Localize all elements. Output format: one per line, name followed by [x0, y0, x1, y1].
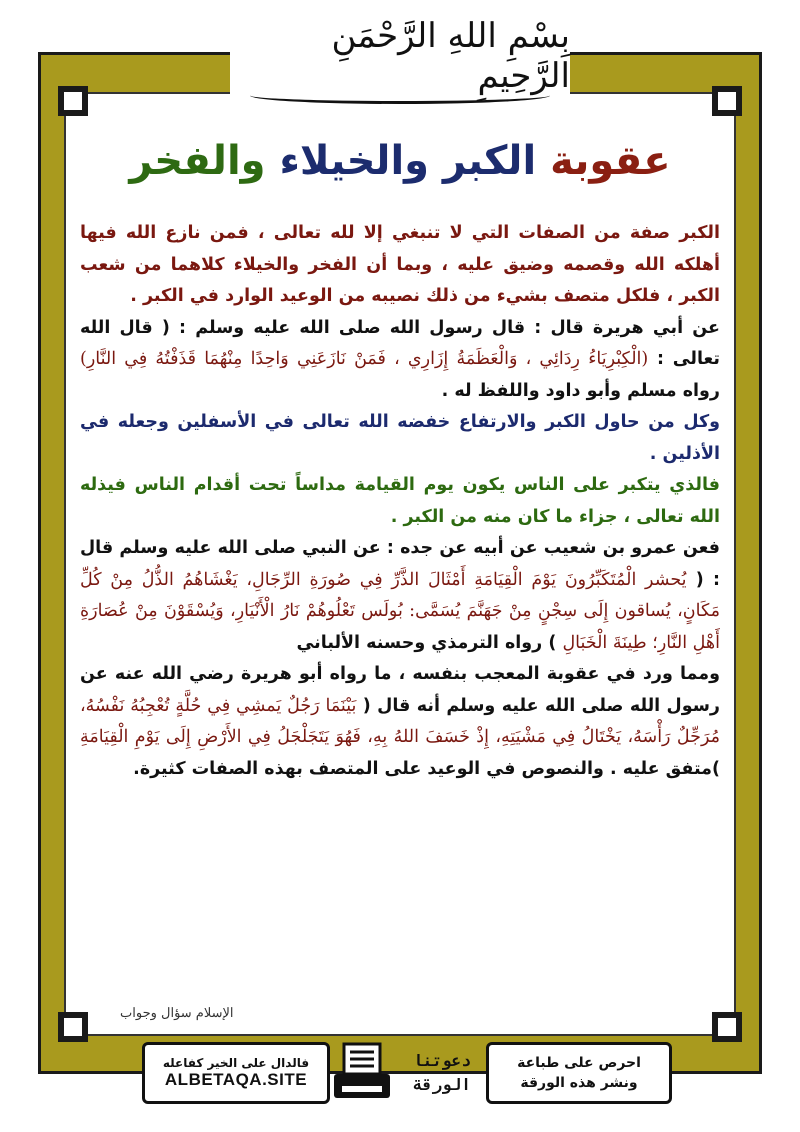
paragraph-intro: الكبر صفة من الصفات التي لا تنبغي إلا لله تعالى ، فمن نازع الله فيها أهلكه الله وقصمه وضيق عليه ، وبما أن الفخر والخيلاء كلاهما من شعب الكبر ، فلكل متصف بشيء من ذلك نصيبه من الوعيد الوارد في الكبر .: [80, 223, 720, 306]
website-box[interactable]: [142, 1042, 330, 1104]
title-part-1: عقوبة: [550, 138, 671, 184]
hadith-2-quote: يُحشر الْمُتَكَبِّرُونَ يَوْمَ الْقِيَامَةِ أَمْثَالَ الذَّرِّ فِي صُورَةِ الرِّجَالِ، يَغْشَاهُمُ الذُّلُ مِنْ كُلِّ مَكَانٍ، يُساقون إِلَى سِجْنٍ مِنْ جَهَنَّمَ يُسَمَّى: بُولَس تَعْلُوهُمْ نَارُ الْأَنْيَارِ، وَيُسْقَوْنَ مِنْ عُصَارَةِ أَهْلِ النَّارِ؛ طِينَةَ الْخَبَالِ: [80, 569, 720, 653]
hadith-1-intro: عن أبي هريرة قال : قال رسول الله صلى الله عليه وسلم : ( قال الله تعالى :: [80, 317, 720, 369]
print-notice-box: [486, 1042, 672, 1104]
motto-text: فالدال على الخير كفاعله: [162, 1056, 310, 1070]
calligraphy-swash: [250, 87, 550, 104]
brand-logo: [404, 1038, 480, 1108]
logo-line-2: الورقة: [413, 1075, 471, 1094]
hadith-3-quote: بَيْنَمَا رَجُلٌ يَمشِي فِي حُلَّةٍ تُعْجِبُهُ نَفْسُهُ، مُرَجِّلٌ رَأْسَهُ، يَخْتَالُ فِي مَشْيَتِهِ، إِذْ خَسَفَ اللهُ بِهِ، فَهُوَ يَتَجَلْجَلُ فِي الأَرْضِ إِلَى يَوْمِ الْقِيَامَةِ: [80, 695, 720, 747]
source-credit: الإسلام سؤال وجواب: [120, 1006, 234, 1021]
hadith-1-reference: رواه مسلم وأبو داود واللفظ له .: [441, 380, 720, 401]
logo-line-1: دعوتنا: [413, 1051, 471, 1070]
title-part-3: والفخر: [129, 138, 266, 184]
hadith-3-reference: )متفق عليه . والنصوص في الوعيد على المتصف بهذه الصفات كثيرة.: [133, 758, 720, 779]
corner-ornament: [712, 1012, 742, 1042]
hadith-2-reference: ) رواه الترمذي وحسنه الألباني: [296, 632, 563, 653]
corner-ornament: [58, 86, 88, 116]
print-notice-line-2: ونشر هذه الورقة: [520, 1075, 638, 1091]
print-notice-line-1: احرص على طباعة: [517, 1055, 641, 1071]
title-part-2: الكبر والخيلاء: [279, 138, 537, 184]
article-body: [80, 218, 720, 1008]
corner-ornament: [58, 1012, 88, 1042]
paragraph-hadith-3: [80, 659, 720, 785]
paragraph-hadith-1: [80, 313, 720, 408]
paragraph-trampled: فالذي يتكبر على الناس يكون يوم القيامة مداساً تحت أقدام الناس فيذله الله تعالى ، جزاء ما كان منه من الكبر .: [80, 475, 720, 527]
corner-ornament: [712, 86, 742, 116]
paragraph-hadith-2: [80, 533, 720, 659]
page-title: [66, 138, 734, 184]
hadith-2-intro: فعن عمرو بن شعيب عن أبيه عن جده : عن النبي صلى الله عليه وسلم قال : (: [80, 538, 720, 590]
hadith-1-quote: (الْكِبْرِيَاءُ رِدَائِي ، وَالْعَظَمَةُ إِزَارِي ، فَمَنْ نَازَعَنِي وَاحِدًا مِنْهُمَا قَذَفْتُهُ فِي النَّارِ): [80, 349, 649, 369]
basmala-calligraphy: [230, 0, 570, 112]
basmala-text: بِسْمِ اللهِ الرَّحْمَنِ الرَّحِيمِ: [331, 16, 570, 96]
website-link[interactable]: ALBETAQA.SITE: [164, 1070, 308, 1089]
printer-document-icon: [330, 1040, 394, 1106]
paragraph-humiliation: وكل من حاول الكبر والارتفاع خفضه الله تعالى في الأسفلين وجعله في الأذلين .: [80, 412, 720, 464]
hadith-3-intro: ومما ورد في عقوبة المعجب بنفسه ، ما رواه أبو هريرة رضي الله عنه عن رسول الله صلى الله عليه وسلم أنه قال (: [80, 664, 720, 716]
